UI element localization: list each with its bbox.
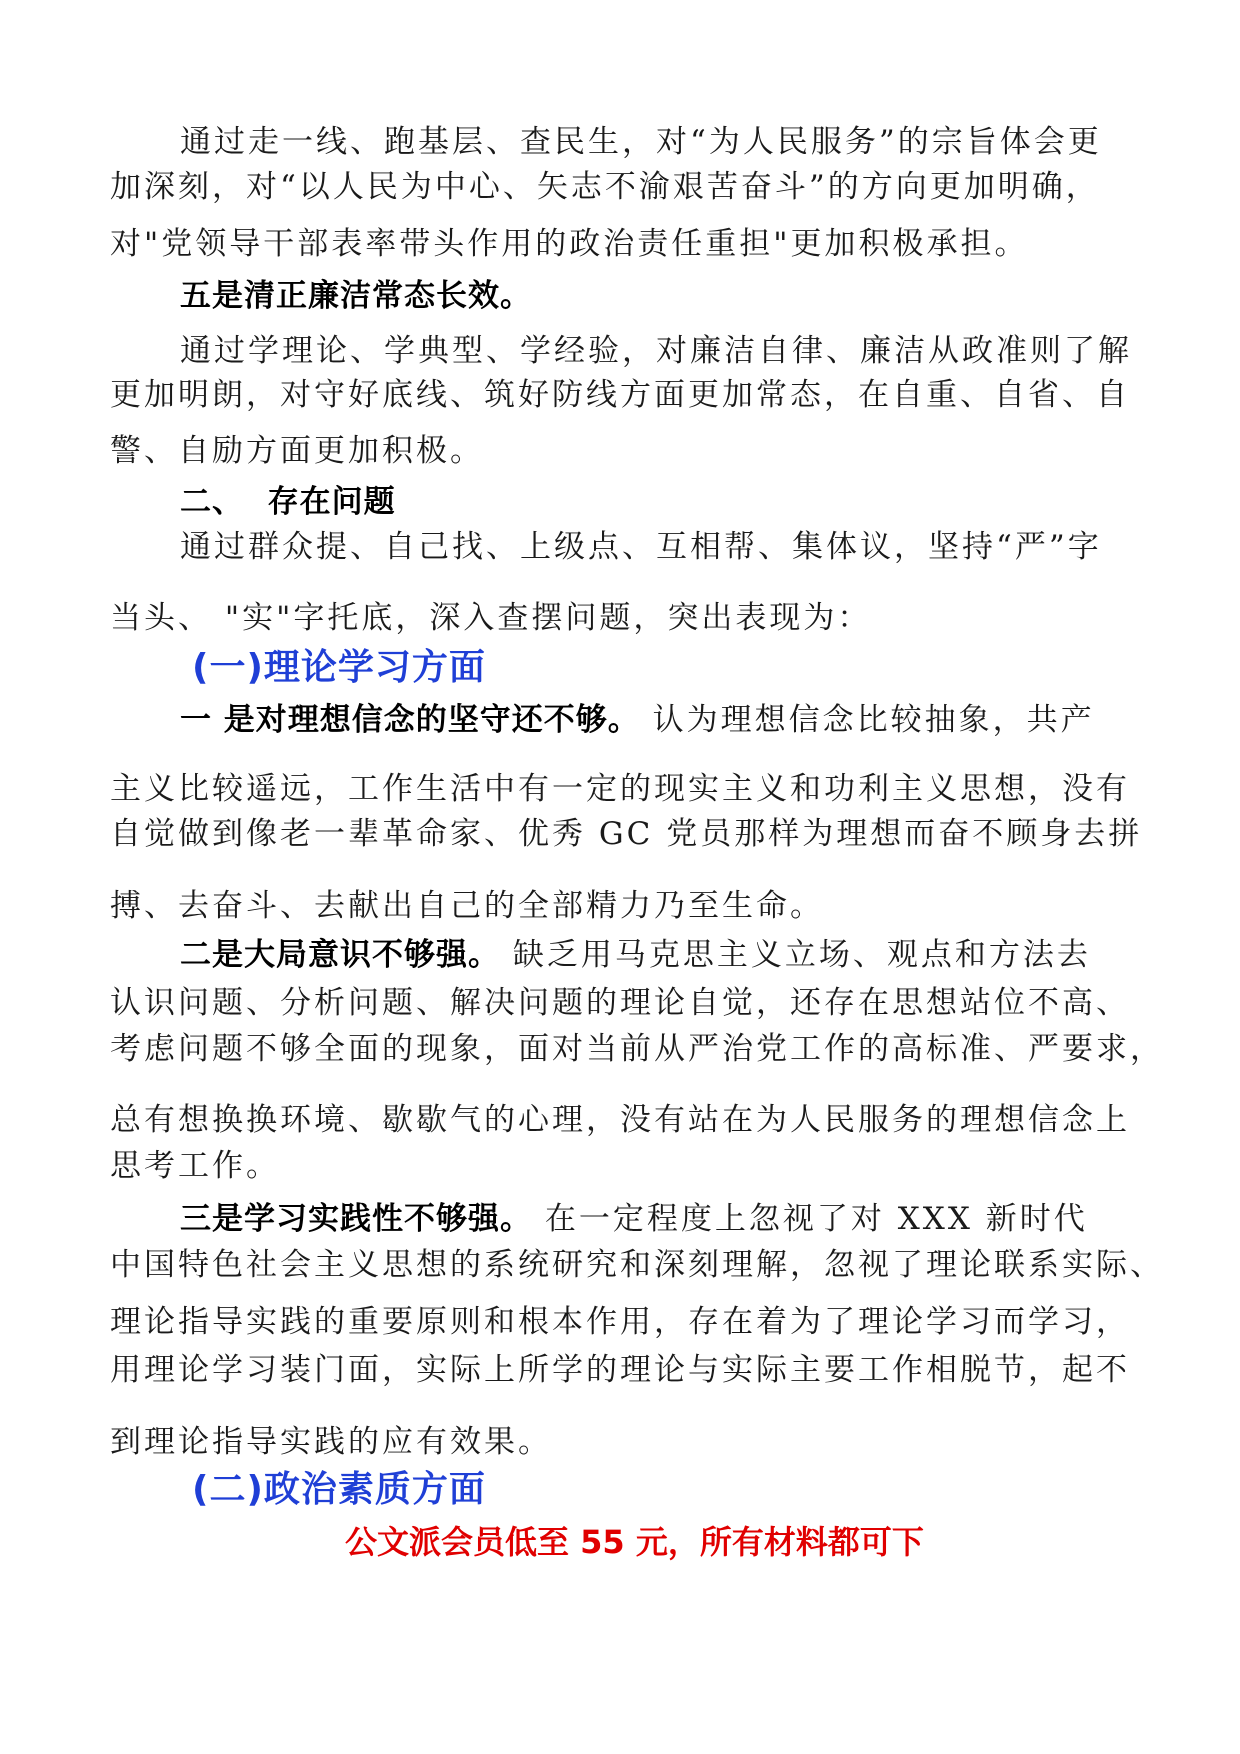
item-lead: 三是学习实践性不够强。 bbox=[180, 1201, 532, 1237]
item-text: 认为理想信念比较抽象，共产 bbox=[639, 702, 1095, 738]
item-lead: 一 是对理想信念的坚守还不够。 bbox=[180, 702, 640, 738]
paragraph-line: 理论指导实践的重要原则和根本作用，存在着为了理论学习而学习， bbox=[110, 1304, 1130, 1340]
blue-subheading: (二)政治素质方面 bbox=[192, 1469, 486, 1510]
section-heading: 二、 存在问题 bbox=[180, 484, 396, 520]
paragraph-line: 思考工作。 bbox=[110, 1148, 280, 1184]
paragraph-line: 自觉做到像老一辈革命家、优秀 GC 党员那样为理想而奋不顾身去拼 bbox=[110, 816, 1143, 852]
item-first-line bbox=[180, 935, 1091, 975]
paragraph-line: 搏、去奋斗、去献出自己的全部精力乃至生命。 bbox=[110, 888, 824, 924]
paragraph-line: 当头、 "实"字托底，深入查摆问题，突出表现为： bbox=[110, 600, 872, 636]
paragraph-line: 到理论指导实践的应有效果。 bbox=[110, 1424, 552, 1460]
paragraph-line: 加深刻，对“以人民为中心、矢志不渝艰苦奋斗”的方向更加明确， bbox=[110, 169, 1100, 205]
blue-subheading: (一)理论学习方面 bbox=[192, 647, 486, 688]
footer-promo-banner: 公文派会员低至 55 元，所有材料都可下 bbox=[345, 1523, 924, 1561]
paragraph-line: 用理论学习装门面，实际上所学的理论与实际主要工作相脱节，起不 bbox=[110, 1352, 1130, 1388]
item-text: 在一定程度上忽视了对 XXX 新时代 bbox=[532, 1201, 1088, 1237]
paragraph-line: 通过学理论、学典型、学经验，对廉洁自律、廉洁从政准则了解 bbox=[180, 333, 1132, 369]
paragraph-line: 主义比较遥远，工作生活中有一定的现实主义和功利主义思想，没有 bbox=[110, 771, 1130, 807]
paragraph-line: 警、自励方面更加积极。 bbox=[110, 433, 484, 469]
paragraph-line: 中国特色社会主义思想的系统研究和深刻理解，忽视了理论联系实际、 bbox=[110, 1247, 1164, 1283]
paragraph-line: 更加明朗，对守好底线、筑好防线方面更加常态，在自重、自省、自 bbox=[110, 377, 1130, 413]
item-lead: 二是大局意识不够强。 bbox=[180, 937, 500, 973]
paragraph-line: 总有想换换环境、歇歇气的心理，没有站在为人民服务的理想信念上 bbox=[110, 1102, 1130, 1138]
item-text: 缺乏用马克思主义立场、观点和方法去 bbox=[500, 937, 1091, 973]
paragraph-line: 认识问题、分析问题、解决问题的理论自觉，还存在思想站位不高、 bbox=[110, 985, 1130, 1021]
subsection-heading: 五是清正廉洁常态长效。 bbox=[180, 278, 532, 314]
paragraph-line: 通过走一线、跑基层、查民生，对“为人民服务”的宗旨体会更 bbox=[180, 124, 1102, 160]
item-first-line bbox=[180, 1199, 1088, 1239]
paragraph-line: 对"党领导干部表率带头作用的政治责任重担"更加积极承担。 bbox=[110, 226, 1029, 262]
paragraph-line: 通过群众提、自己找、上级点、互相帮、集体议，坚持“严”字 bbox=[180, 529, 1102, 565]
paragraph-line: 考虑问题不够全面的现象，面对当前从严治党工作的高标准、严要求， bbox=[110, 1031, 1164, 1067]
item-first-line bbox=[180, 700, 1095, 740]
